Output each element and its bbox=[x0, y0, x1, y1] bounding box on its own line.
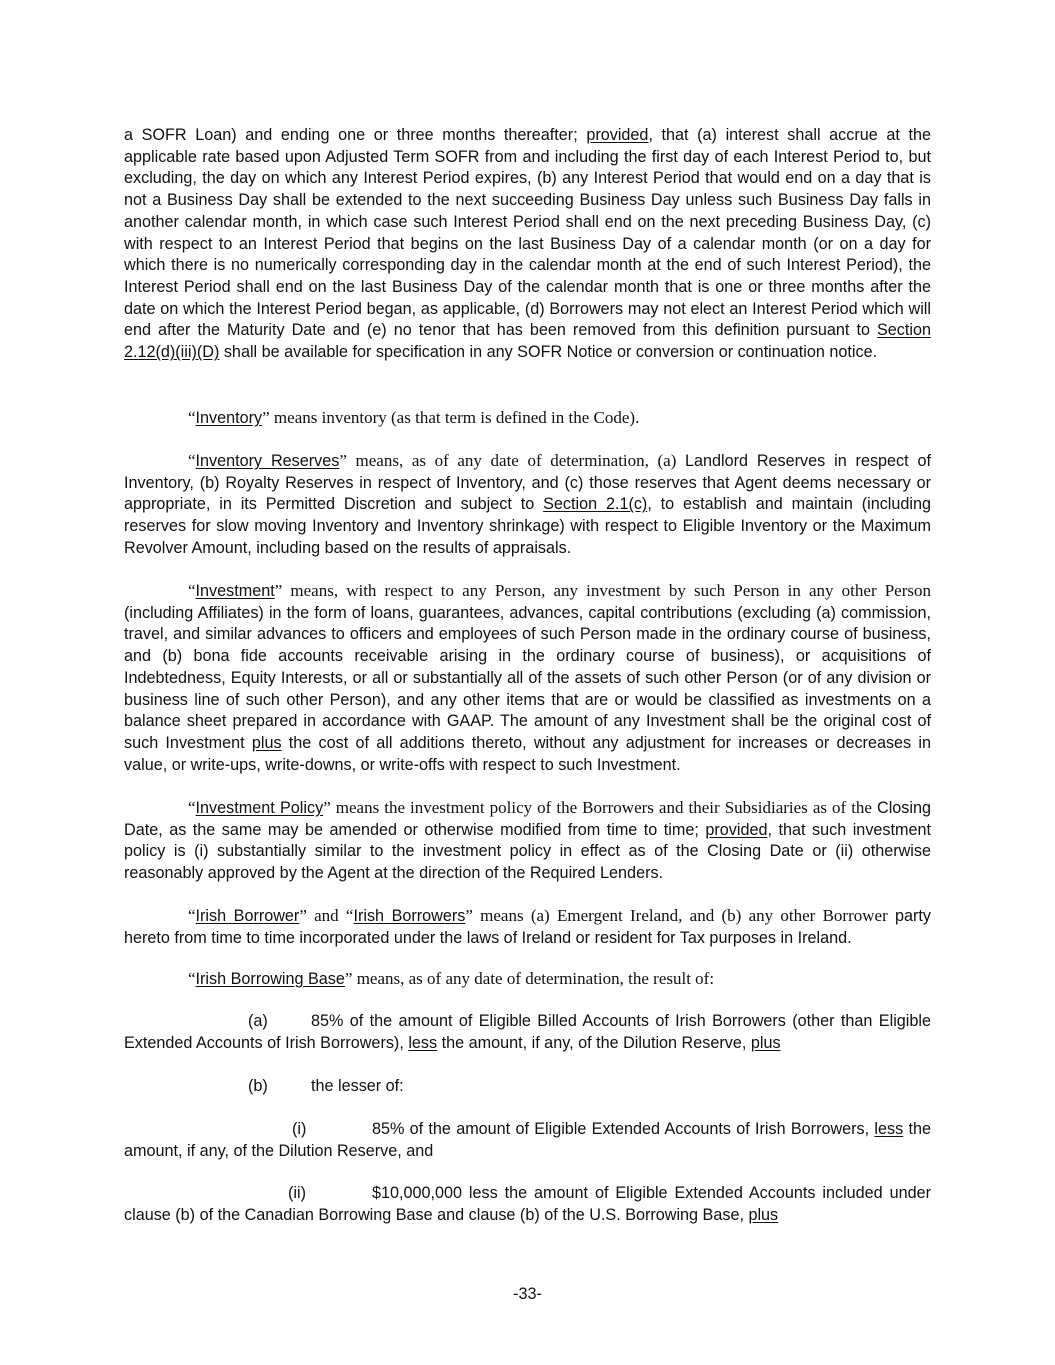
provided-term: provided bbox=[586, 126, 649, 144]
defined-term: Investment Policy bbox=[195, 799, 324, 817]
clause-b-i: (i) 85% of the amount of Eligible Extended Accounts of Irish Borrowers, less the amount, if any, of the Dilution Reserve, and bbox=[124, 1120, 931, 1160]
defined-term: Inventory Reserves bbox=[195, 452, 340, 470]
clause-a: (a) 85% of the amount of Eligible Billed Accounts of Irish Borrowers (other than Eligible Extended Accounts of Irish Borrowers), less the amount, if any, of the Dilution Reserve, plus bbox=[124, 1012, 931, 1052]
defined-term: Investment bbox=[195, 582, 275, 600]
investment-definition: “Investment” means, with respect to any Person, any investment by such Person in any other Person (including Affiliates) in the form of loans, guarantees, advances, capital contributions (excluding (a) commission, travel, and similar advances to officers and employees of such Person made in the ordinary course of business, and (b) bona fide accounts receivable arising in the ordinary course of business), or acquisitions of Indebtedness, Equity Interests, or all or substantially all of the assets of such other Person (or of any division or business line of such other Person), and any other items that are or would be classified as investments on a balance sheet prepared in accordance with GAAP. The amount of any Investment shall be the original cost of such Investment plus the cost of all additions thereto, without any adjustment for increases or decreases in value, or write-ups, write-downs, or write-offs with respect to such Investment. bbox=[124, 581, 931, 774]
investment-policy-definition: “Investment Policy” means the investment policy of the Borrowers and their Subsidiaries as of the Closing Date, as the same may be amended or otherwise modified from time to time; provided, that such investment policy is (i) substantially similar to the investment policy in effect as of the Closing Date or (ii) otherwise reasonably approved by the Agent at the direction of the Required Lenders. bbox=[124, 798, 932, 883]
interest-period-paragraph: a SOFR Loan) and ending one or three months thereafter; provided, that (a) interest shall accrue at the applicable rate based upon Adjusted Term SOFR from and including the first day of each Interest Period to, but excluding, the day on which any Interest Period expires, (b) any Interest Period that would end on a day that is not a Business Day shall be extended to the next succeeding Business Day unless such Business Day falls in another calendar month, in which case such Interest Period shall end on the next preceding Business Day, (c) with respect to an Interest Period that begins on the last Business Day of a calendar month (or on a day for which there is no numerically corresponding day in the calendar month at the end of such Interest Period), the Interest Period shall end on the last Business Day of the calendar month that is one or three months after the date on which the Interest Period began, as applicable, (d) Borrowers may not elect an Interest Period which will end after the Maturity Date and (e) no tenor that has been removed from this definition pursuant to Section 2.12(d)(iii)(D) shall be available for specification in any SOFR Notice or conversion or continuation notice. bbox=[124, 126, 931, 362]
defined-term: Irish Borrower bbox=[195, 907, 300, 925]
clause-label: (b) bbox=[248, 1077, 268, 1095]
plus-term: plus bbox=[750, 1033, 781, 1052]
clause-b: (b) the lesser of: bbox=[124, 1076, 931, 1098]
defined-term: Inventory bbox=[195, 409, 263, 427]
defined-term: Irish Borrowers bbox=[353, 907, 466, 925]
plus-term: plus bbox=[251, 733, 282, 752]
plus-term: plus bbox=[748, 1205, 779, 1224]
defined-term: Irish Borrowing Base bbox=[195, 970, 345, 988]
section-reference: Section 2.1(c) bbox=[543, 495, 648, 514]
provided-term: provided bbox=[705, 820, 768, 839]
less-term: less bbox=[408, 1033, 438, 1052]
irish-borrowing-base-definition: “Irish Borrowing Base” means, as of any date of determination, the result of: bbox=[188, 969, 715, 988]
less-term: less bbox=[874, 1120, 904, 1138]
inventory-reserves-definition: “Inventory Reserves” means, as of any date of determination, (a) Landlord Reserves in respect of Inventory, (b) Royalty Reserves in respect of Inventory, and (c) those reserves that Agent deems necessary or appropriate, in its Permitted Discretion and subject to Section 2.1(c), to establish and maintain (including reserves for slow moving Inventory and Inventory shrinkage) with respect to Eligible Inventory or the Maximum Revolver Amount, including based on the results of appraisals. bbox=[124, 451, 932, 557]
clause-b-ii: (ii) $10,000,000 less the amount of Eligible Extended Accounts included under clause (b) of the Canadian Borrowing Base and clause (b) of the U.S. Borrowing Base, plus bbox=[124, 1184, 931, 1224]
clause-label: (ii) bbox=[288, 1184, 306, 1202]
clause-label: (a) bbox=[248, 1012, 268, 1030]
inventory-definition: “Inventory” means inventory (as that term is defined in the Code). bbox=[188, 408, 640, 427]
page-number: -33- bbox=[513, 1285, 542, 1303]
irish-borrower-definition: “Irish Borrower” and “Irish Borrowers” means (a) Emergent Ireland, and (b) any other Borrower party hereto from time to time incorporated under the laws of Ireland or resident for Tax purposes in Ireland. bbox=[124, 906, 931, 947]
section-reference: Section 2.12(d)(iii)(D) bbox=[124, 321, 931, 362]
clause-label: (i) bbox=[292, 1120, 307, 1138]
